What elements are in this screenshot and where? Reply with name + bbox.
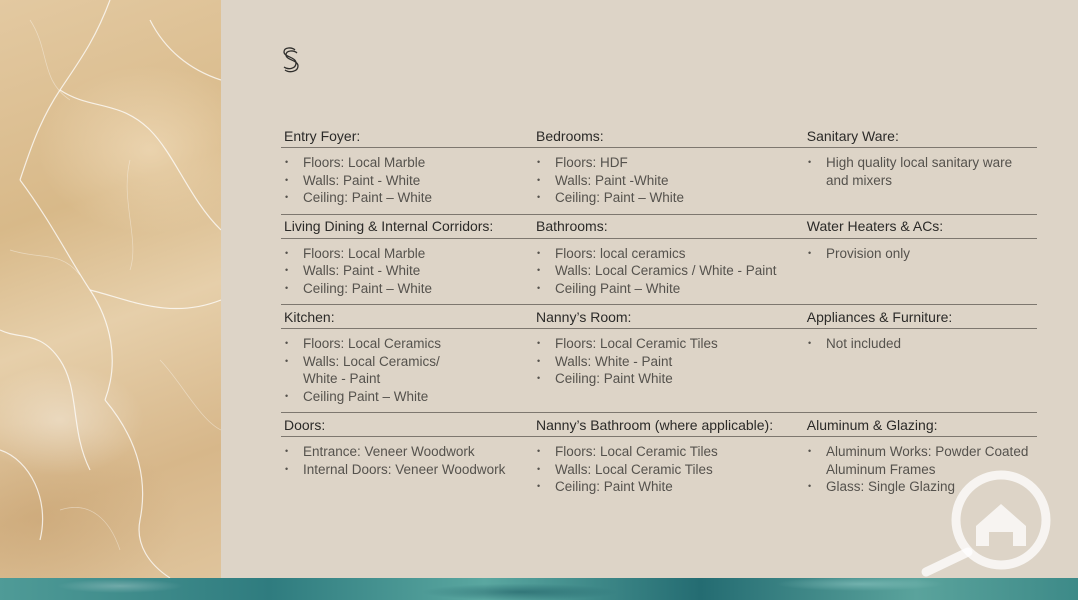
spec-item: • Ceiling Paint – White (281, 388, 533, 406)
spec-item: • Floors: HDF (533, 154, 804, 172)
spec-item: • Provision only (804, 245, 1037, 263)
spec-category-heading: Living Dining & Internal Corridors: (284, 218, 494, 234)
spec-item-list (804, 245, 1037, 263)
spec-item-list (281, 154, 533, 207)
spec-row-header (281, 215, 1037, 239)
spec-cell (804, 335, 1037, 405)
spec-category-heading: Kitchen: (284, 308, 335, 325)
spec-cell (281, 443, 533, 496)
spec-item: • Walls: White - Paint (533, 353, 804, 371)
spec-category-heading: Entry Foyer: (284, 127, 361, 144)
marble-veins (0, 0, 221, 578)
spec-item: • Ceiling: Paint – White (281, 189, 533, 207)
spec-item-list (533, 245, 804, 298)
spec-item: • Ceiling: Paint – White (281, 280, 533, 298)
spec-item: • Ceiling Paint – White (533, 280, 804, 298)
spec-item-list (281, 443, 533, 478)
spec-item: • Walls: Local Ceramics/ White - Paint (281, 353, 533, 388)
spec-row-header (281, 413, 1037, 437)
spec-item: • Not included (804, 335, 1037, 353)
spec-item: • Walls: Paint - White (281, 262, 533, 280)
spec-item: • Floors: Local Ceramics (281, 335, 533, 353)
spec-row-body (281, 148, 1037, 215)
spec-cell (804, 154, 1037, 207)
spec-item-list (281, 245, 533, 298)
spec-item: • Floors: local ceramics (533, 245, 804, 263)
spec-cell (281, 154, 533, 207)
spec-item: • Floors: Local Ceramic Tiles (533, 443, 804, 461)
spec-category-heading: Nanny’s Room: (536, 308, 632, 325)
spec-cell (533, 335, 804, 405)
marble-texture-panel (0, 0, 221, 578)
spec-category-heading: Bathrooms: (536, 218, 608, 234)
spec-cell (804, 245, 1037, 298)
spec-category-heading: Nanny’s Bathroom (where applicable): (536, 416, 774, 433)
spec-row (281, 124, 1037, 215)
spec-item: • High quality local sanitary ware and mixers (804, 154, 1037, 189)
spec-cell (281, 335, 533, 405)
spec-item-list (281, 335, 533, 405)
spec-item: • Floors: Local Ceramic Tiles (533, 335, 804, 353)
spec-item: • Floors: Local Marble (281, 245, 533, 263)
spec-cell (533, 443, 804, 496)
spec-item: • Floors: Local Marble (281, 154, 533, 172)
spec-category-heading: Doors: (284, 416, 326, 433)
spec-item: • Entrance: Veneer Woodwork (281, 443, 533, 461)
spec-item: • Ceiling: Paint White (533, 370, 804, 388)
spec-row (281, 305, 1037, 413)
spec-item: • Ceiling: Paint – White (533, 189, 804, 207)
spec-row-header (281, 305, 1037, 329)
spec-item: • Walls: Local Ceramic Tiles (533, 461, 804, 479)
spec-row (281, 215, 1037, 306)
spec-item: • Aluminum Works: Powder Coated Aluminum Frames (804, 443, 1037, 478)
spec-item: • Internal Doors: Veneer Woodwork (281, 461, 533, 479)
spec-item-list (533, 443, 804, 496)
spec-row-body (281, 329, 1037, 413)
spec-category-heading: Sanitary Ware: (806, 127, 899, 144)
spec-item: • Glass: Single Glazing (804, 478, 1037, 496)
spec-category-heading: Bedrooms: (536, 127, 604, 144)
spec-item: • Walls: Paint - White (281, 172, 533, 190)
spec-item-list (533, 335, 804, 388)
spec-item-list (804, 335, 1037, 353)
spec-item-list (804, 154, 1037, 189)
spec-cell (533, 245, 804, 298)
spec-cell (533, 154, 804, 207)
specification-table (281, 124, 1037, 503)
spec-cell (281, 245, 533, 298)
spec-row-header (281, 124, 1037, 148)
spec-category-heading: Appliances & Furniture: (806, 308, 953, 325)
spec-item: • Walls: Paint -White (533, 172, 804, 190)
spec-category-heading: Aluminum & Glazing: (806, 416, 938, 433)
s-monogram-icon (279, 46, 301, 74)
spec-category-heading: Water Heaters & ACs: (806, 218, 944, 234)
spec-row-body (281, 239, 1037, 306)
spec-item-list (533, 154, 804, 207)
spec-item: • Walls: Local Ceramics / White - Paint (533, 262, 804, 280)
house-search-icon (916, 466, 1056, 578)
spec-item: • Ceiling: Paint White (533, 478, 804, 496)
ocean-texture-strip (0, 578, 1078, 600)
